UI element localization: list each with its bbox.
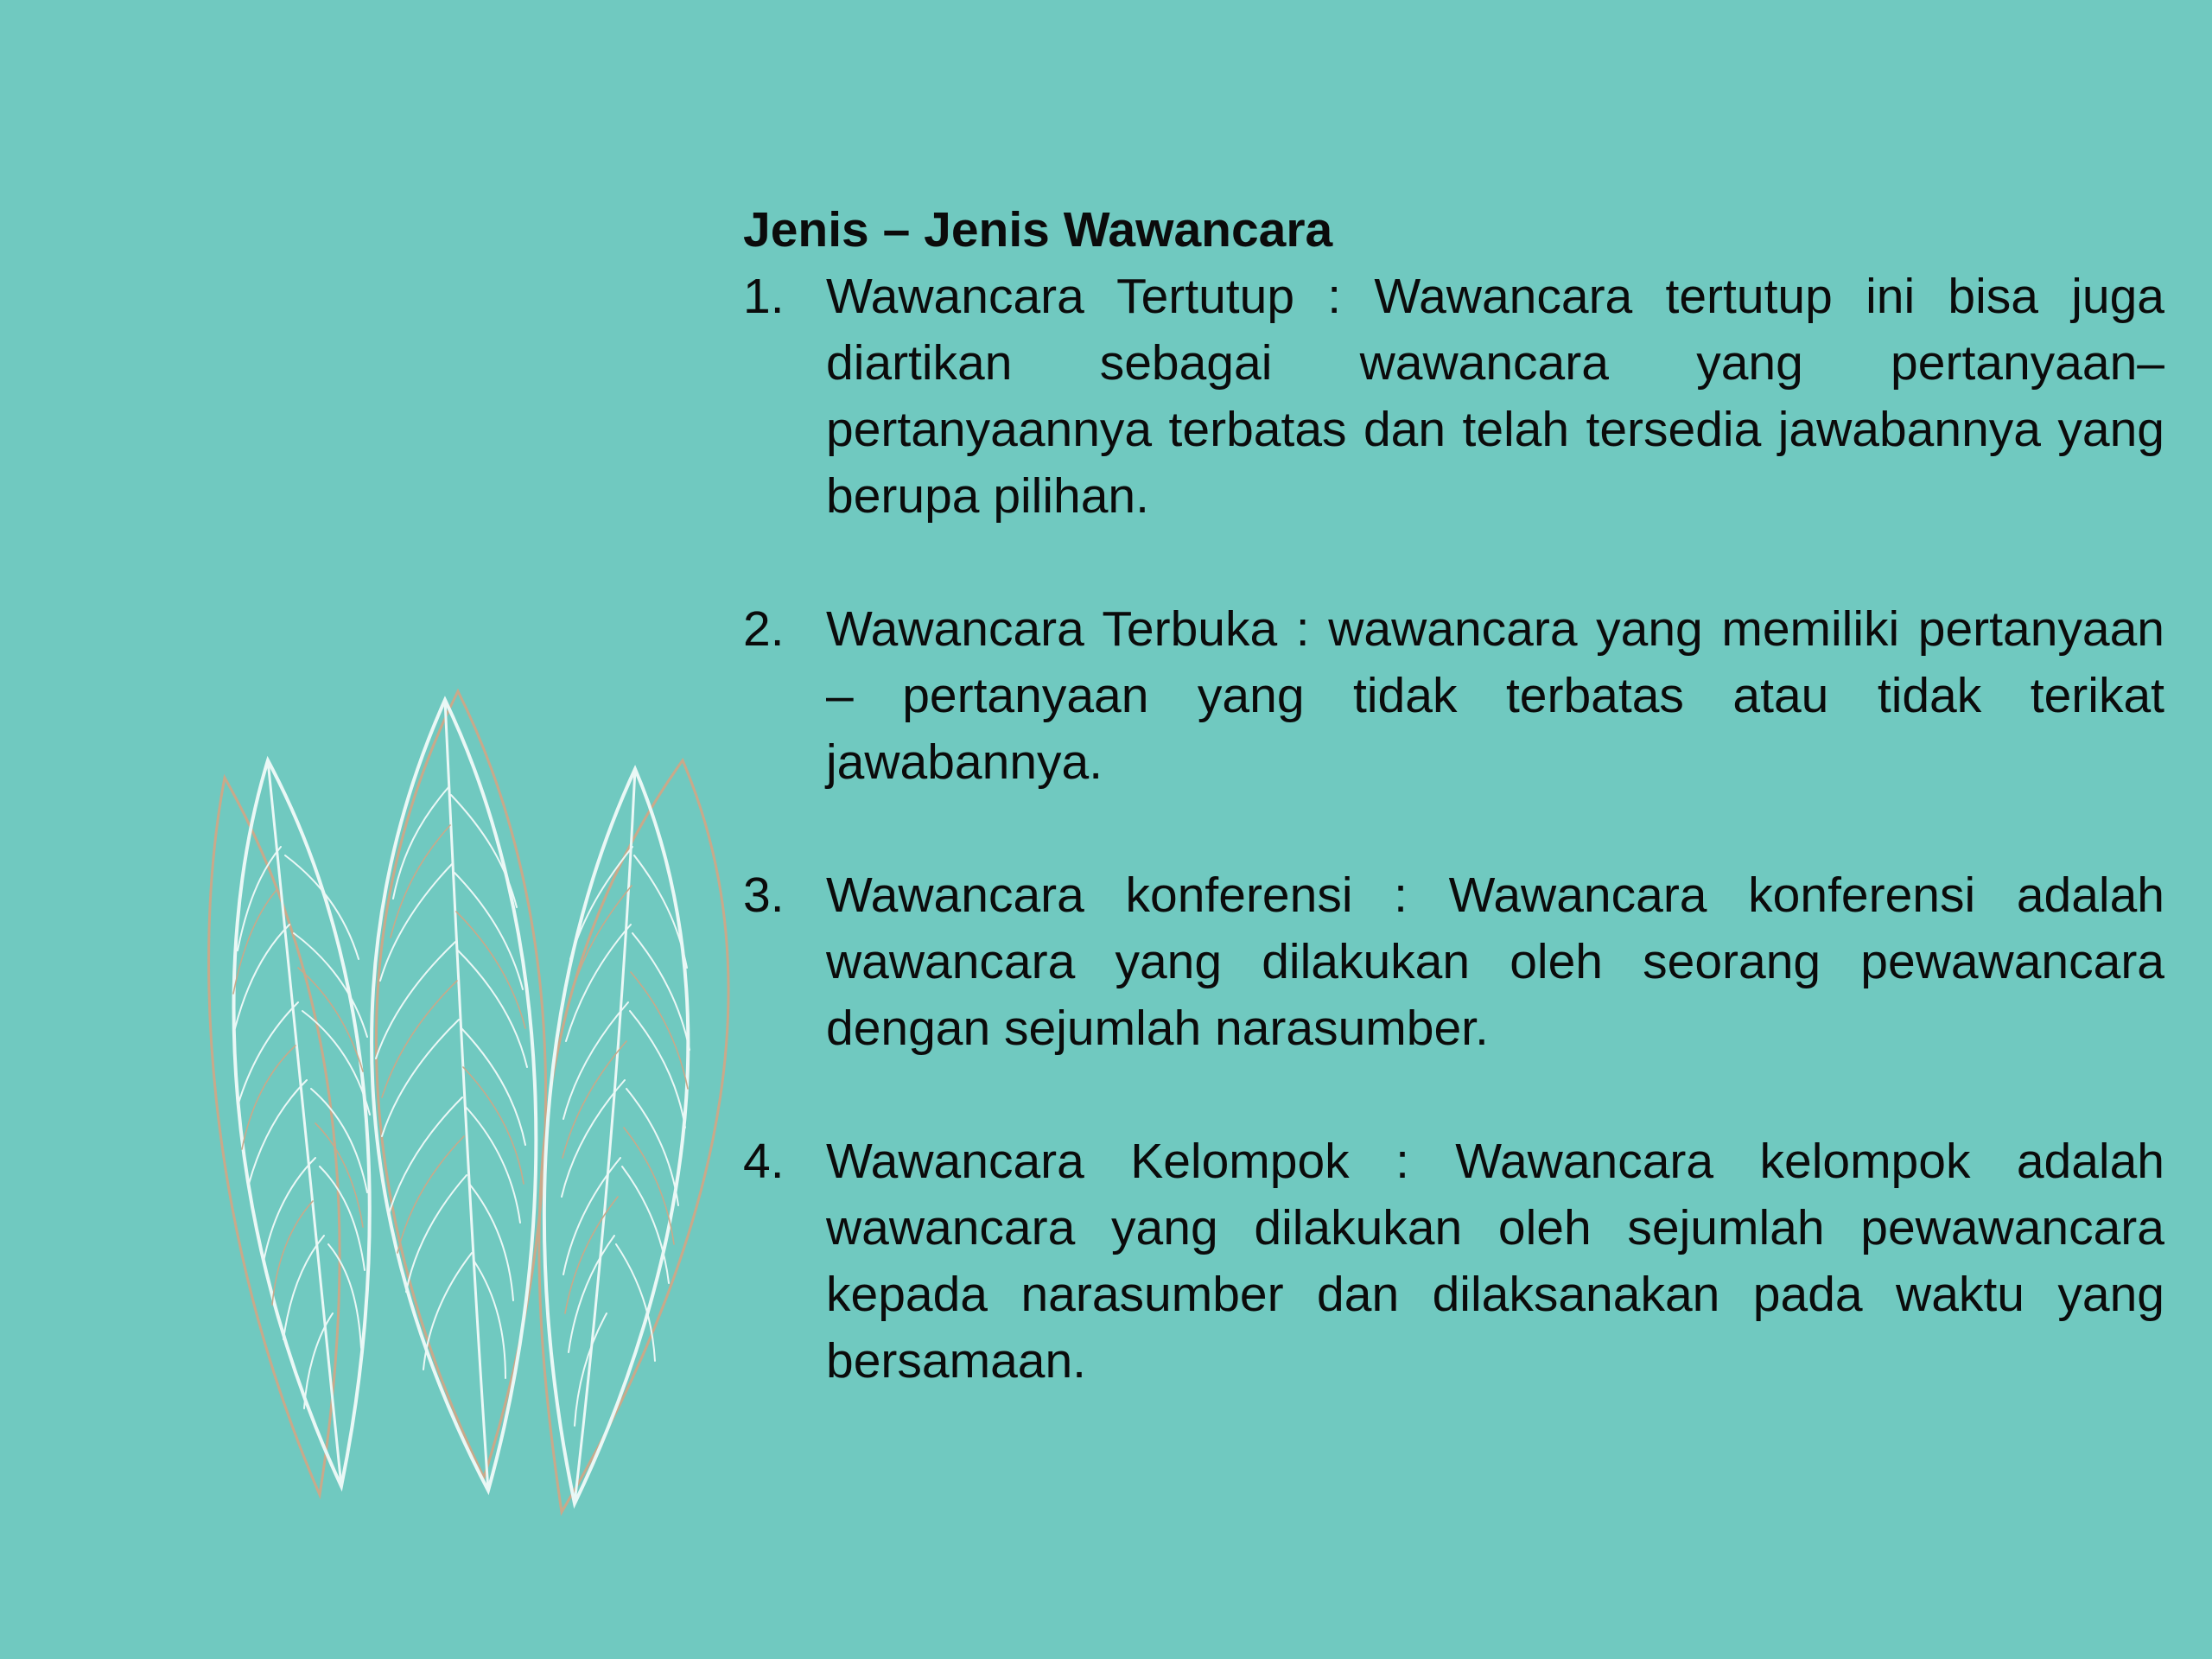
leaves-illustration-icon — [199, 674, 752, 1521]
list-item — [743, 596, 2164, 796]
list-item-text: Wawancara Terbuka : wawancara yang memiliki pertanyaan – pertanyaan yang tidak terbatas atau tidak terikat jawabannya. — [826, 601, 2164, 790]
list-item-text: Wawancara konferensi : Wawancara konferensi adalah wawancara yang dilakukan oleh seorang pewawancara dengan sejumlah narasumber. — [826, 868, 2164, 1056]
list-item-text: Wawancara Kelompok : Wawancara kelompok adalah wawancara yang dilakukan oleh sejumlah pewawancara kepada narasumber dan dilaksanakan pada waktu yang bersamaan. — [826, 1134, 2164, 1389]
list-item-number: 2. — [743, 601, 785, 657]
list-item — [743, 862, 2164, 1062]
list-item-number: 4. — [743, 1134, 785, 1189]
list-item-number: 1. — [743, 269, 785, 324]
slide-heading: Jenis – Jenis Wawancara — [743, 202, 1333, 257]
interview-types-list — [743, 264, 2164, 1395]
list-item — [743, 1128, 2164, 1395]
list-item-text: Wawancara Tertutup : Wawancara tertutup ini bisa juga diartikan sebagai wawancara yang pertanyaan–pertanyaannya terbatas dan telah tersedia jawabannya yang berupa pilihan. — [826, 269, 2164, 524]
list-item-number: 3. — [743, 868, 785, 923]
content-block — [743, 197, 2164, 1395]
list-item — [743, 264, 2164, 530]
